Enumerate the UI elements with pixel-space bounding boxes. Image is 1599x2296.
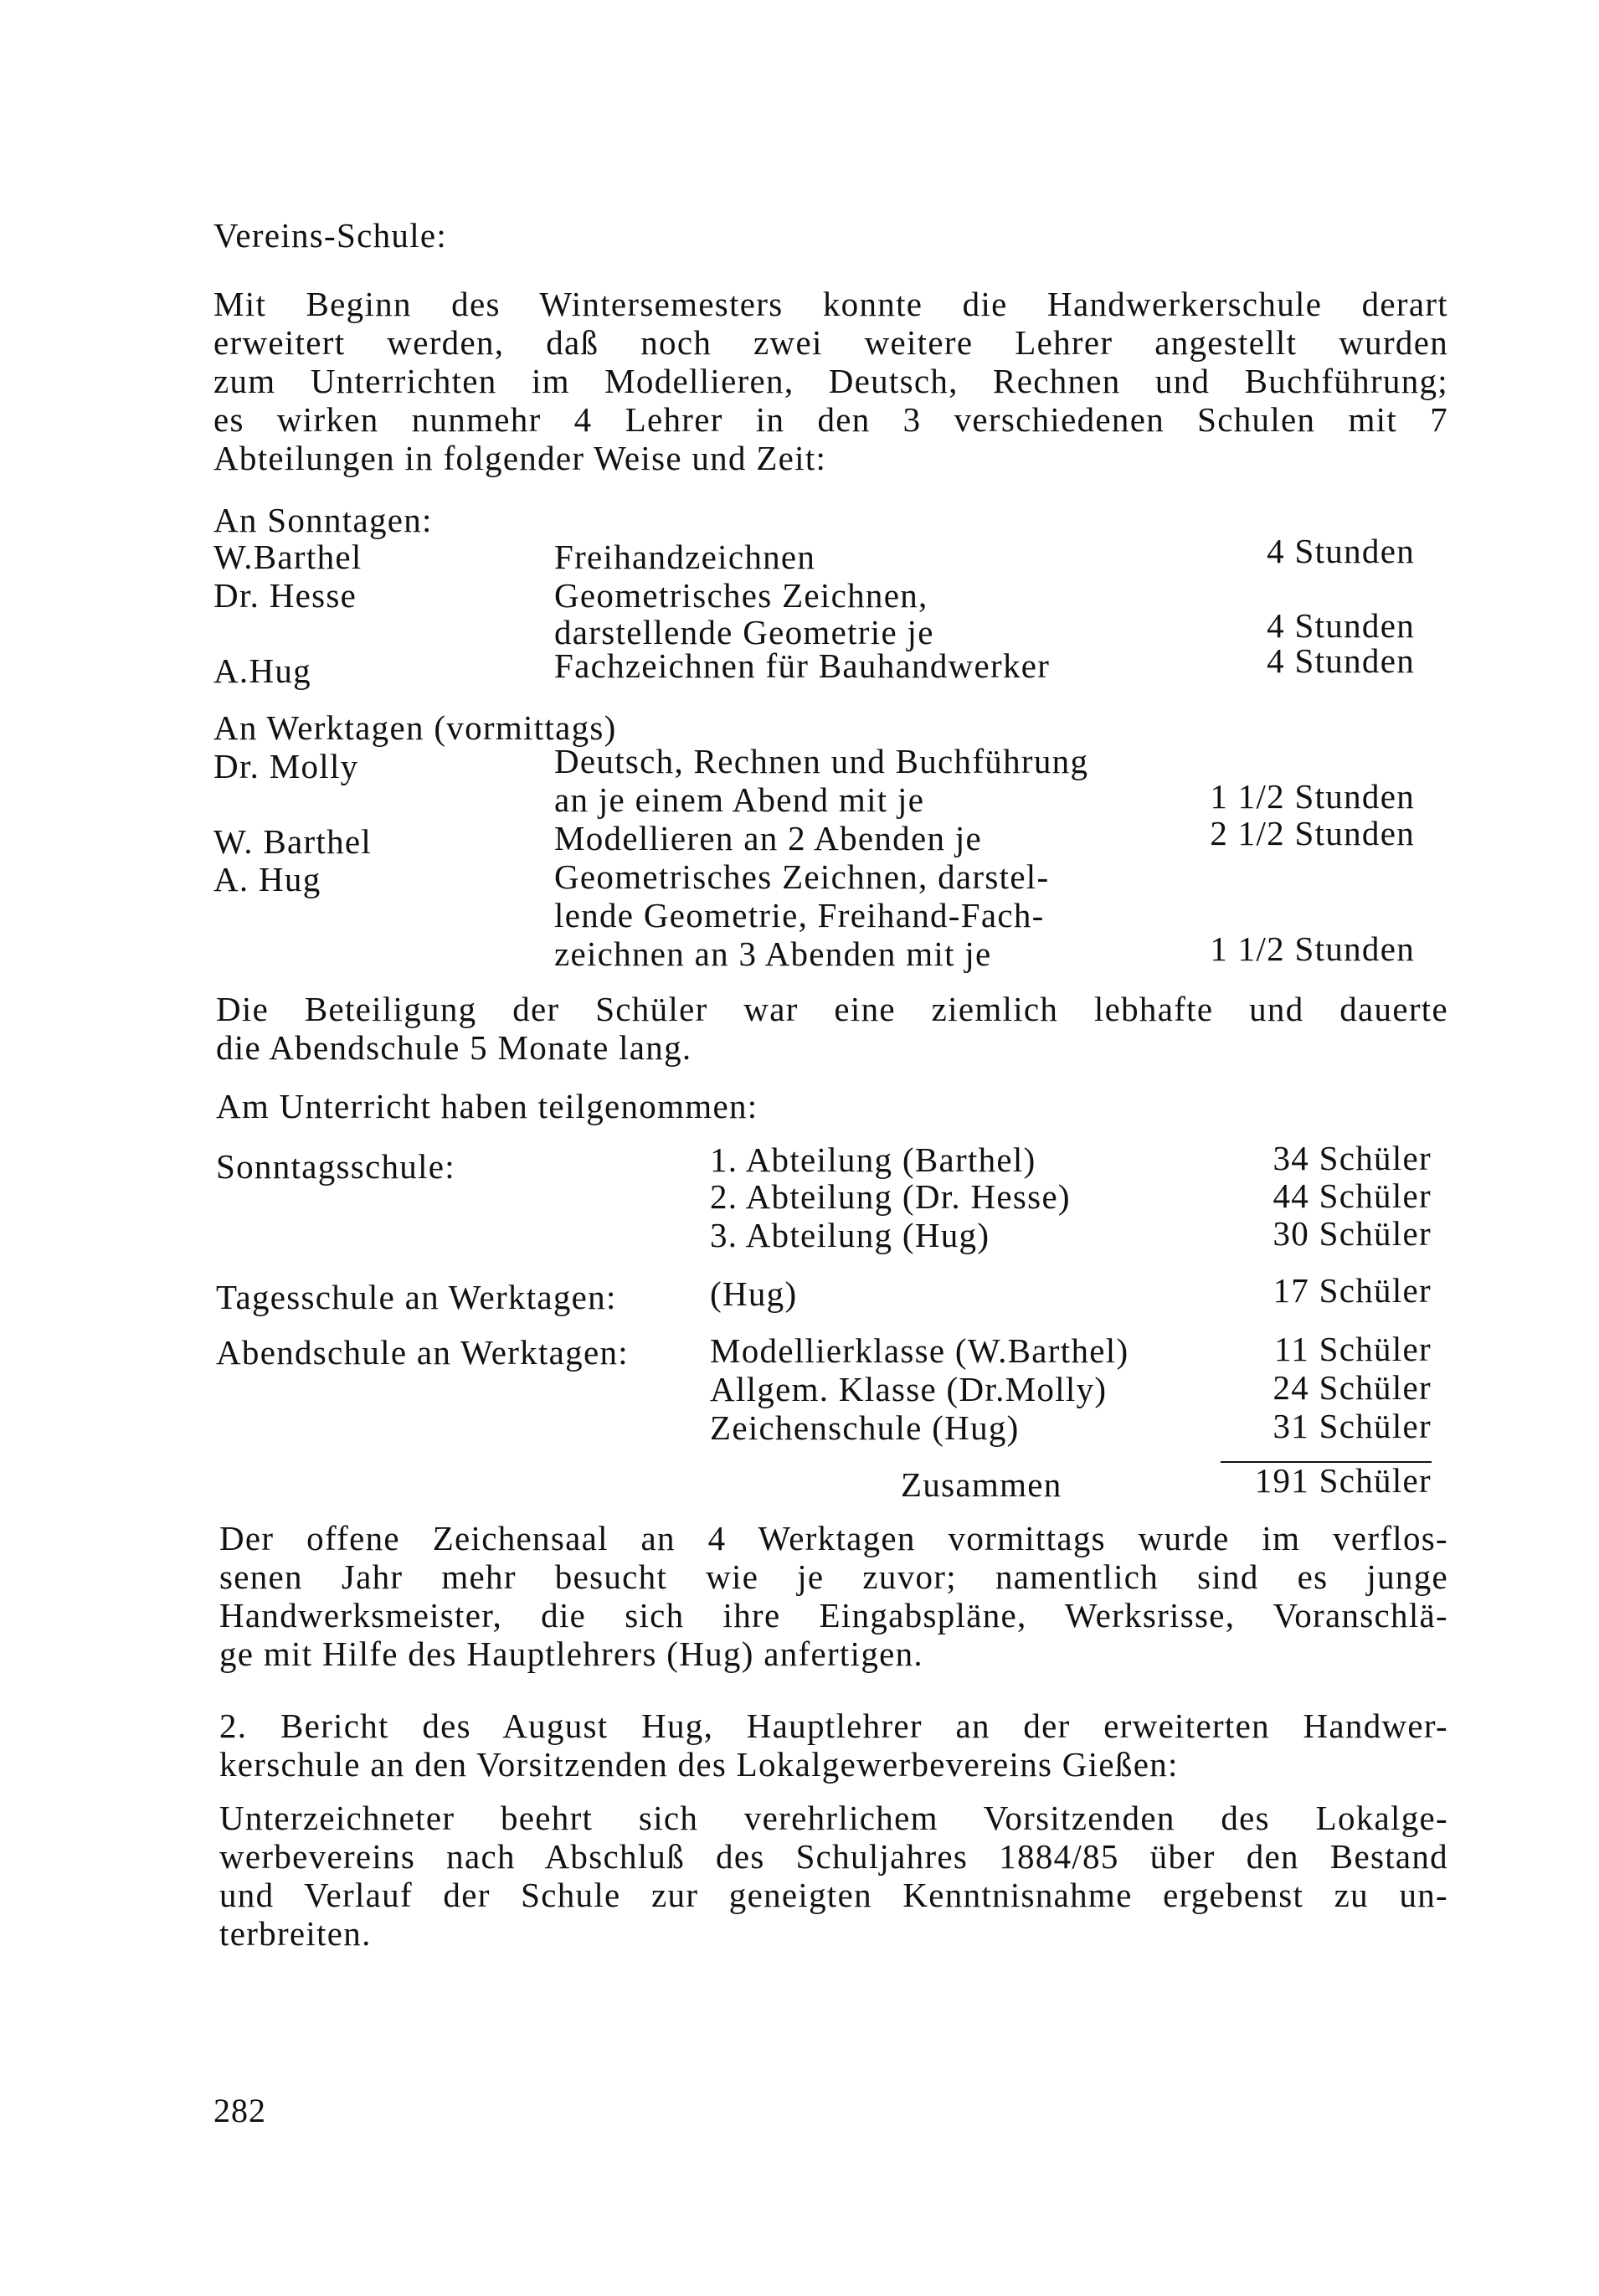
schedule-heading: An Werktagen (vormittags) xyxy=(213,708,617,747)
subject: darstellende Geometrie je xyxy=(554,613,934,651)
student-count: 24 Schüler xyxy=(1273,1368,1432,1407)
student-count: 30 Schüler xyxy=(1273,1214,1432,1253)
student-count: 44 Schüler xyxy=(1273,1176,1432,1215)
total-label: Zusammen xyxy=(901,1465,1062,1504)
subject: Geometrisches Zeichnen, xyxy=(554,576,928,615)
text-line: Die Beteiligung der Schüler war eine ziemlich lebhafte und dauerte xyxy=(216,990,1448,1028)
text-line: Der offene Zeichensaal an 4 Werktagen vormittags wurde im verflos- xyxy=(219,1519,1448,1557)
student-count: 17 Schüler xyxy=(1273,1271,1432,1310)
hours: 4 Stunden xyxy=(1267,606,1415,645)
class-name: Allgem. Klasse (Dr.Molly) xyxy=(710,1370,1108,1408)
page-number: 282 xyxy=(213,2092,266,2129)
class-name: 3. Abteilung (Hug) xyxy=(710,1216,990,1254)
class-name: Zeichenschule (Hug) xyxy=(710,1408,1020,1447)
school-name: Abendschule an Werktagen: xyxy=(216,1333,629,1372)
text-line: terbreiten. xyxy=(219,1914,372,1953)
hours: 4 Stunden xyxy=(1267,641,1415,680)
text-line: es wirken nunmehr 4 Lehrer in den 3 verschiedenen Schulen mit 7 xyxy=(213,400,1448,439)
student-count: 11 Schüler xyxy=(1274,1330,1432,1368)
text-line: zum Unterrichten im Modellieren, Deutsch, Rechnen und Buchführung; xyxy=(213,362,1448,400)
teacher-name: A.Hug xyxy=(213,651,311,690)
class-name: Modellierklasse (W.Barthel) xyxy=(710,1331,1129,1370)
text-line: ge mit Hilfe des Hauptlehrers (Hug) anfertigen. xyxy=(219,1634,923,1673)
subject: Deutsch, Rechnen und Buchführung xyxy=(554,742,1089,780)
total-count: 191 Schüler xyxy=(1254,1461,1432,1500)
teacher-name: A. Hug xyxy=(213,860,321,898)
subject: lende Geometrie, Freihand-Fach- xyxy=(554,896,1045,934)
subject: Modellieren an 2 Abenden je xyxy=(554,819,983,857)
text-line: kerschule an den Vorsitzenden des Lokalgewerbevereins Gießen: xyxy=(219,1745,1179,1784)
teacher-name: Dr. Molly xyxy=(213,747,359,785)
text-line: erweitert werden, daß noch zwei weitere Lehrer angestellt wurden xyxy=(213,323,1448,362)
text-line: senen Jahr mehr besucht wie je zuvor; namentlich sind es junge xyxy=(219,1557,1448,1596)
text-line: Handwerksmeister, die sich ihre Eingabspläne, Werksrisse, Voranschlä- xyxy=(219,1596,1448,1634)
subject: zeichnen an 3 Abenden mit je xyxy=(554,934,992,973)
hours: 4 Stunden xyxy=(1267,532,1415,570)
student-count: 34 Schüler xyxy=(1273,1139,1432,1177)
school-name: Sonntagsschule: xyxy=(216,1147,455,1186)
hours: 1 1/2 Stunden xyxy=(1210,777,1415,816)
text-line: Abteilungen in folgender Weise und Zeit: xyxy=(213,439,827,477)
text-line: werbevereins nach Abschluß des Schuljahres 1884/85 über den Bestand xyxy=(219,1837,1448,1876)
subject: an je einem Abend mit je xyxy=(554,780,925,819)
class-name: 1. Abteilung (Barthel) xyxy=(710,1140,1036,1179)
school-name: Tagesschule an Werktagen: xyxy=(216,1278,617,1316)
teacher-name: W. Barthel xyxy=(213,822,373,861)
text-line: und Verlauf der Schule zur geneigten Kenntnisnahme ergebenst zu un- xyxy=(219,1876,1448,1914)
subject: Fachzeichnen für Bauhandwerker xyxy=(554,646,1051,685)
teacher-name: W.Barthel xyxy=(213,538,362,576)
teacher-name: Dr. Hesse xyxy=(213,576,357,615)
student-count: 31 Schüler xyxy=(1273,1407,1432,1445)
text-line: die Abendschule 5 Monate lang. xyxy=(216,1028,692,1067)
subject: Geometrisches Zeichnen, darstel- xyxy=(554,857,1050,896)
text-line: Unterzeichneter beehrt sich verehrlichem Vorsitzenden des Lokalge- xyxy=(219,1799,1448,1837)
subject: Freihandzeichnen xyxy=(554,538,816,576)
hours: 2 1/2 Stunden xyxy=(1210,814,1415,852)
section-heading: Vereins-Schule: xyxy=(213,216,448,255)
hours: 1 1/2 Stunden xyxy=(1210,929,1415,968)
text-line: Mit Beginn des Wintersemesters konnte die Handwerkerschule derart xyxy=(213,285,1448,323)
schedule-heading: An Sonntagen: xyxy=(213,501,433,539)
attendance-heading: Am Unterricht haben teilgenommen: xyxy=(216,1087,758,1125)
text-line: 2. Bericht des August Hug, Hauptlehrer an der erweiterten Handwer- xyxy=(219,1707,1448,1745)
class-name: (Hug) xyxy=(710,1274,798,1313)
class-name: 2. Abteilung (Dr. Hesse) xyxy=(710,1177,1071,1216)
